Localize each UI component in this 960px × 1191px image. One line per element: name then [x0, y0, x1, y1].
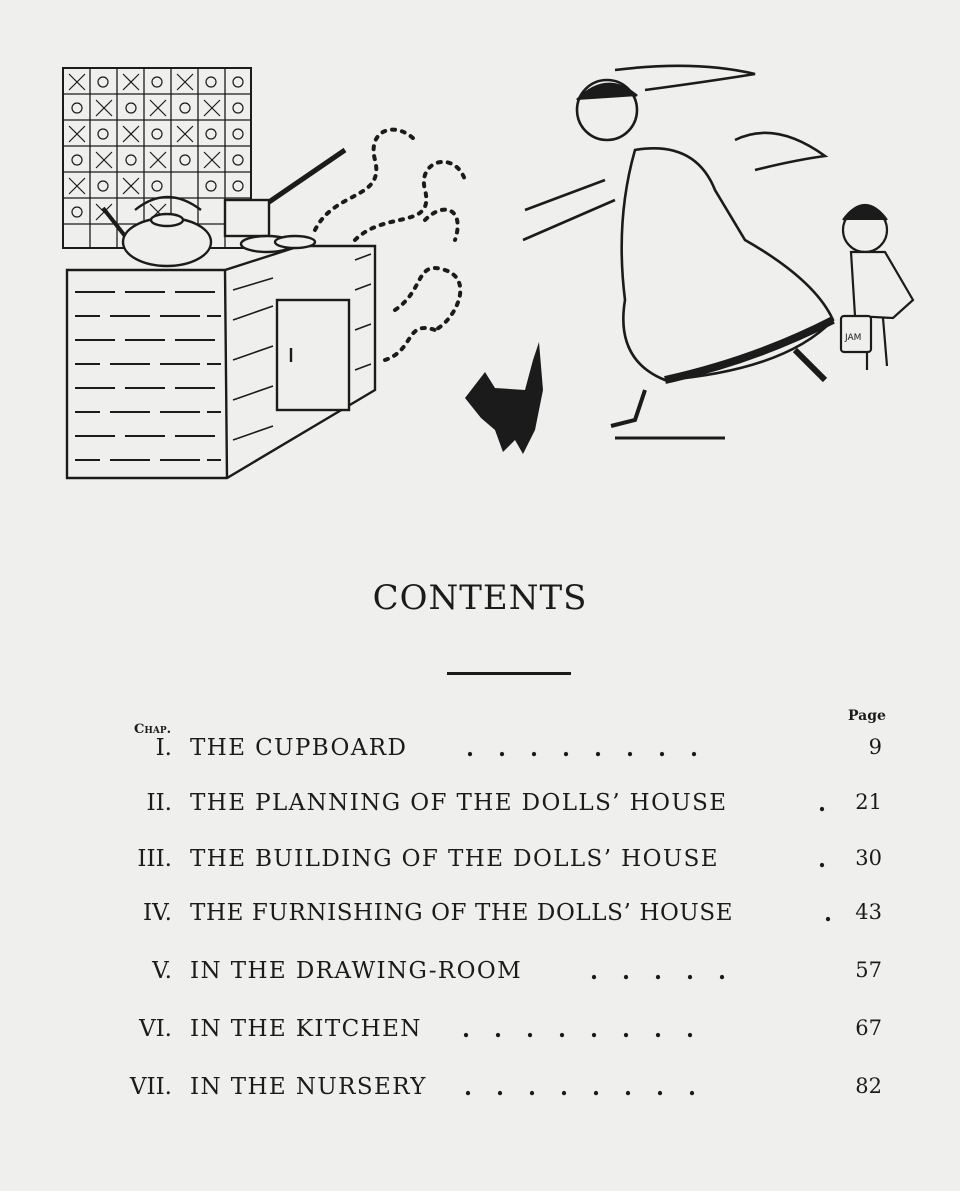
saucepan: [225, 150, 345, 252]
page-number: 30: [855, 846, 882, 870]
chapter-title: THE FURNISHING OF THE DOLLS’ HOUSE: [190, 900, 734, 926]
dot-leader: .: [818, 846, 851, 873]
toc-entry[interactable]: [0, 900, 960, 940]
toc-entry[interactable]: [0, 958, 960, 998]
toc-entry[interactable]: [0, 790, 960, 830]
page-number: 9: [868, 735, 882, 759]
chapter-title: IN THE NURSERY: [190, 1074, 427, 1100]
chapter-number: III.: [137, 846, 172, 872]
chapter-number: I.: [155, 735, 172, 761]
kitchen-illustration: [55, 60, 955, 490]
page-number: 57: [855, 958, 882, 982]
dot-leader: .: [824, 900, 857, 927]
chapter-title: IN THE KITCHEN: [190, 1016, 422, 1042]
contents-title: CONTENTS: [372, 578, 588, 618]
chapter-title: THE BUILDING OF THE DOLLS’ HOUSE: [190, 846, 719, 872]
page-number: 21: [855, 790, 882, 814]
toc-entry[interactable]: [0, 1074, 960, 1114]
chapter-number: II.: [146, 790, 172, 816]
chapter-number: VII.: [129, 1074, 172, 1100]
page-number: 43: [855, 900, 882, 924]
black-cat: [465, 342, 543, 454]
little-girl: [841, 205, 913, 370]
toc-entry[interactable]: [0, 846, 960, 886]
jam-jar-label: JAM: [845, 333, 862, 343]
chapter-number: VI.: [138, 1016, 172, 1042]
chapter-title: THE PLANNING OF THE DOLLS’ HOUSE: [190, 790, 728, 816]
page-column-header: Page: [848, 708, 886, 724]
page-number: 82: [855, 1074, 882, 1098]
dot-leader: ........: [466, 735, 723, 762]
chapter-title: THE CUPBOARD: [190, 735, 408, 761]
dot-leader: ........: [464, 1074, 721, 1101]
brick-stove: [67, 246, 375, 478]
kettle: [103, 197, 211, 266]
title-rule: [447, 672, 571, 675]
dot-leader: .: [818, 790, 851, 817]
dot-leader: .....: [590, 958, 751, 985]
chapter-number: V.: [152, 958, 172, 984]
chapter-column-header: Chap.: [134, 722, 172, 737]
page-number: 67: [855, 1016, 882, 1040]
running-woman: [523, 66, 833, 438]
dot-leader: ........: [462, 1016, 719, 1043]
toc-entry[interactable]: [0, 735, 960, 775]
chapter-number: IV.: [143, 900, 172, 926]
chapter-title: IN THE DRAWING-ROOM: [190, 958, 523, 984]
toc-entry[interactable]: [0, 1016, 960, 1056]
